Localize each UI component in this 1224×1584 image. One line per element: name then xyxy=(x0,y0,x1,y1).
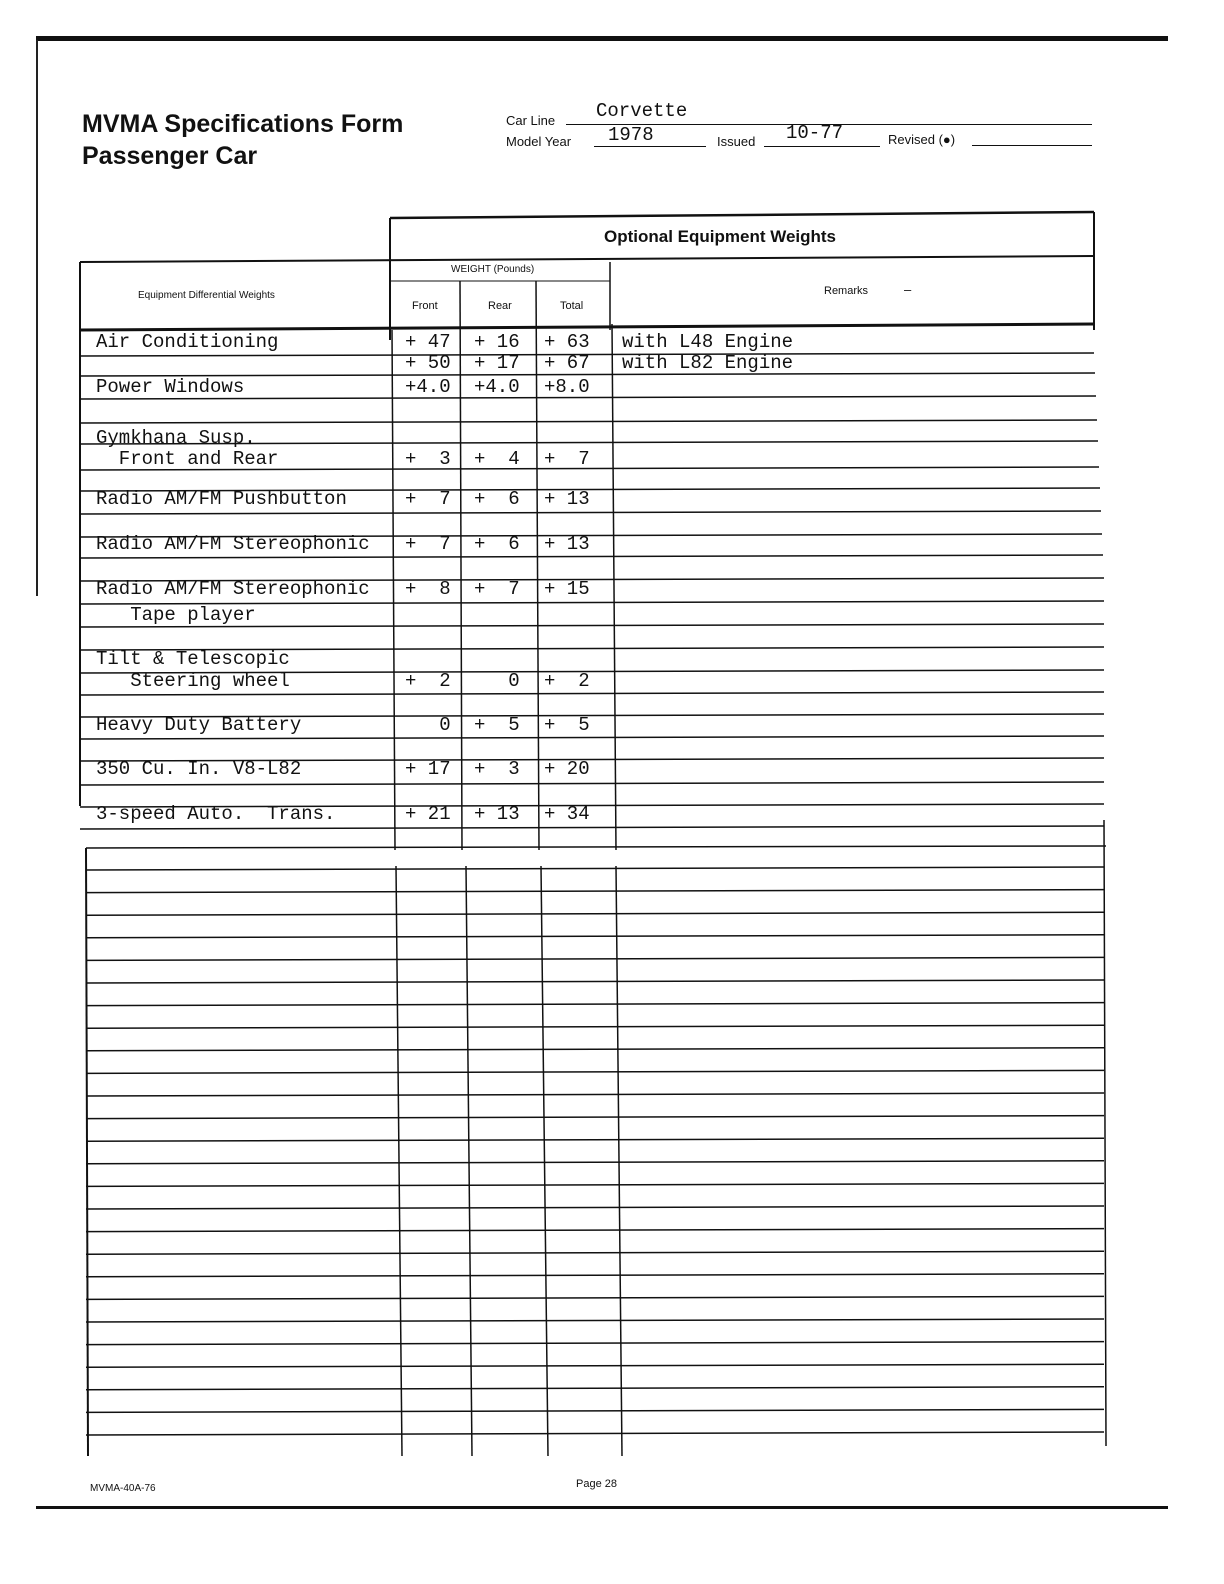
rear-cell: +4.0 xyxy=(474,376,520,398)
equipment-cell: Steering wheel xyxy=(96,670,290,692)
row-line xyxy=(86,912,1104,915)
equipment-cell: Front and Rear xyxy=(96,448,279,470)
row-line xyxy=(80,420,1097,423)
equipment-cell: Radio AM/FM Pushbutton xyxy=(96,488,347,510)
remarks-cell: with L82 Engine xyxy=(622,352,794,374)
front-cell: + 8 xyxy=(405,578,451,600)
front-cell: + 47 xyxy=(405,331,451,353)
row-line xyxy=(86,1319,1104,1322)
front-cell: + 2 xyxy=(405,670,451,692)
row-line xyxy=(86,1093,1104,1096)
rear-cell: + 13 xyxy=(474,803,520,825)
row-line xyxy=(80,692,1104,695)
equipment-cell: Radio AM/FM Stereophonic xyxy=(96,533,370,555)
row-line xyxy=(80,736,1104,739)
row-line xyxy=(80,826,1104,829)
remarks-cell: with L48 Engine xyxy=(622,331,794,353)
row-line xyxy=(86,1003,1104,1006)
row-line xyxy=(86,1229,1104,1232)
row-line xyxy=(86,1342,1104,1345)
total-cell: + 7 xyxy=(544,448,590,470)
total-cell: + 13 xyxy=(544,488,590,510)
row-line xyxy=(86,1251,1104,1254)
row-line xyxy=(86,1183,1104,1186)
row-line xyxy=(86,1364,1104,1367)
car-line-value: Corvette xyxy=(596,100,688,122)
total-cell: +8.0 xyxy=(544,376,590,398)
revised-label: Revised (●) xyxy=(888,132,956,147)
row-line xyxy=(80,555,1103,558)
form-number: MVMA-40A-76 xyxy=(90,1483,156,1494)
row-line xyxy=(80,511,1101,514)
form-title-line1: MVMA Specifications Form xyxy=(82,110,404,138)
equipment-cell: Tape player xyxy=(96,604,256,626)
weight-header: WEIGHT (Pounds) xyxy=(451,264,535,275)
rear-cell: + 6 xyxy=(474,488,520,510)
row-line xyxy=(86,935,1104,938)
row-line xyxy=(86,1274,1104,1277)
rear-cell: + 7 xyxy=(474,578,520,600)
section-title: Optional Equipment Weights xyxy=(604,227,837,246)
row-line xyxy=(86,1387,1104,1390)
bottom-rule xyxy=(36,1506,1168,1509)
total-cell: + 67 xyxy=(544,352,590,374)
model-year-label: Model Year xyxy=(506,134,572,149)
page-number: Page 28 xyxy=(576,1478,617,1490)
total-cell: + 15 xyxy=(544,578,590,600)
total-cell: + 2 xyxy=(544,670,590,692)
row-line xyxy=(86,1409,1104,1412)
equipment-cell: Power Windows xyxy=(96,376,245,398)
rear-cell: + 6 xyxy=(474,533,520,555)
total-cell: + 20 xyxy=(544,758,590,780)
rear-cell: 0 xyxy=(474,670,520,692)
row-line xyxy=(86,867,1104,870)
equipment-cell: Radio AM/FM Stereophonic xyxy=(96,578,370,600)
total-cell: + 34 xyxy=(544,803,590,825)
front-cell: + 17 xyxy=(405,758,451,780)
row-line xyxy=(80,782,1104,785)
equipment-cell: Heavy Duty Battery xyxy=(96,714,302,736)
total-cell: + 13 xyxy=(544,533,590,555)
equipment-cell: Tilt & Telescopic xyxy=(96,648,290,670)
row-line xyxy=(86,1025,1104,1028)
total-header: Total xyxy=(560,300,584,312)
front-cell: +4.0 xyxy=(405,376,451,398)
car-line-label: Car Line xyxy=(506,113,556,128)
front-cell: + 7 xyxy=(405,533,451,555)
front-cell: 0 xyxy=(405,714,451,736)
form-title-line2: Passenger Car xyxy=(82,142,258,170)
front-cell: + 3 xyxy=(405,448,451,470)
front-cell: + 21 xyxy=(405,803,451,825)
front-cell: + 7 xyxy=(405,488,451,510)
row-line xyxy=(86,1432,1104,1435)
row-line xyxy=(86,890,1104,893)
row-line xyxy=(86,1161,1104,1164)
equipment-cell: 350 Cu. In. V8-L82 xyxy=(96,758,302,780)
rear-cell: + 5 xyxy=(474,714,520,736)
total-cell: + 5 xyxy=(544,714,590,736)
rear-cell: + 3 xyxy=(474,758,520,780)
issued-value: 10-77 xyxy=(786,122,844,144)
rear-cell: + 17 xyxy=(474,352,520,374)
rear-cell: + 4 xyxy=(474,448,520,470)
front-header: Front xyxy=(412,300,438,312)
row-line xyxy=(86,980,1104,983)
equipment-header: Equipment Differential Weights xyxy=(138,290,275,301)
remarks-dash: – xyxy=(904,282,912,297)
row-line xyxy=(86,1116,1104,1119)
row-line xyxy=(86,1048,1104,1051)
row-line xyxy=(86,1138,1104,1141)
row-line xyxy=(86,1206,1104,1209)
equipment-cell: Air Conditioning xyxy=(96,331,279,353)
row-line xyxy=(86,1070,1104,1073)
row-line xyxy=(86,957,1104,960)
remarks-header: Remarks xyxy=(824,285,869,297)
rear-cell: + 16 xyxy=(474,331,520,353)
equipment-cell: Gymkhana Susp. xyxy=(96,427,256,449)
model-year-value: 1978 xyxy=(608,124,654,146)
front-cell: + 50 xyxy=(405,352,451,374)
total-cell: + 63 xyxy=(544,331,590,353)
rear-header: Rear xyxy=(488,300,512,312)
row-line xyxy=(86,1296,1104,1299)
issued-label: Issued xyxy=(717,134,756,149)
equipment-cell: 3-speed Auto. Trans. xyxy=(96,803,336,825)
